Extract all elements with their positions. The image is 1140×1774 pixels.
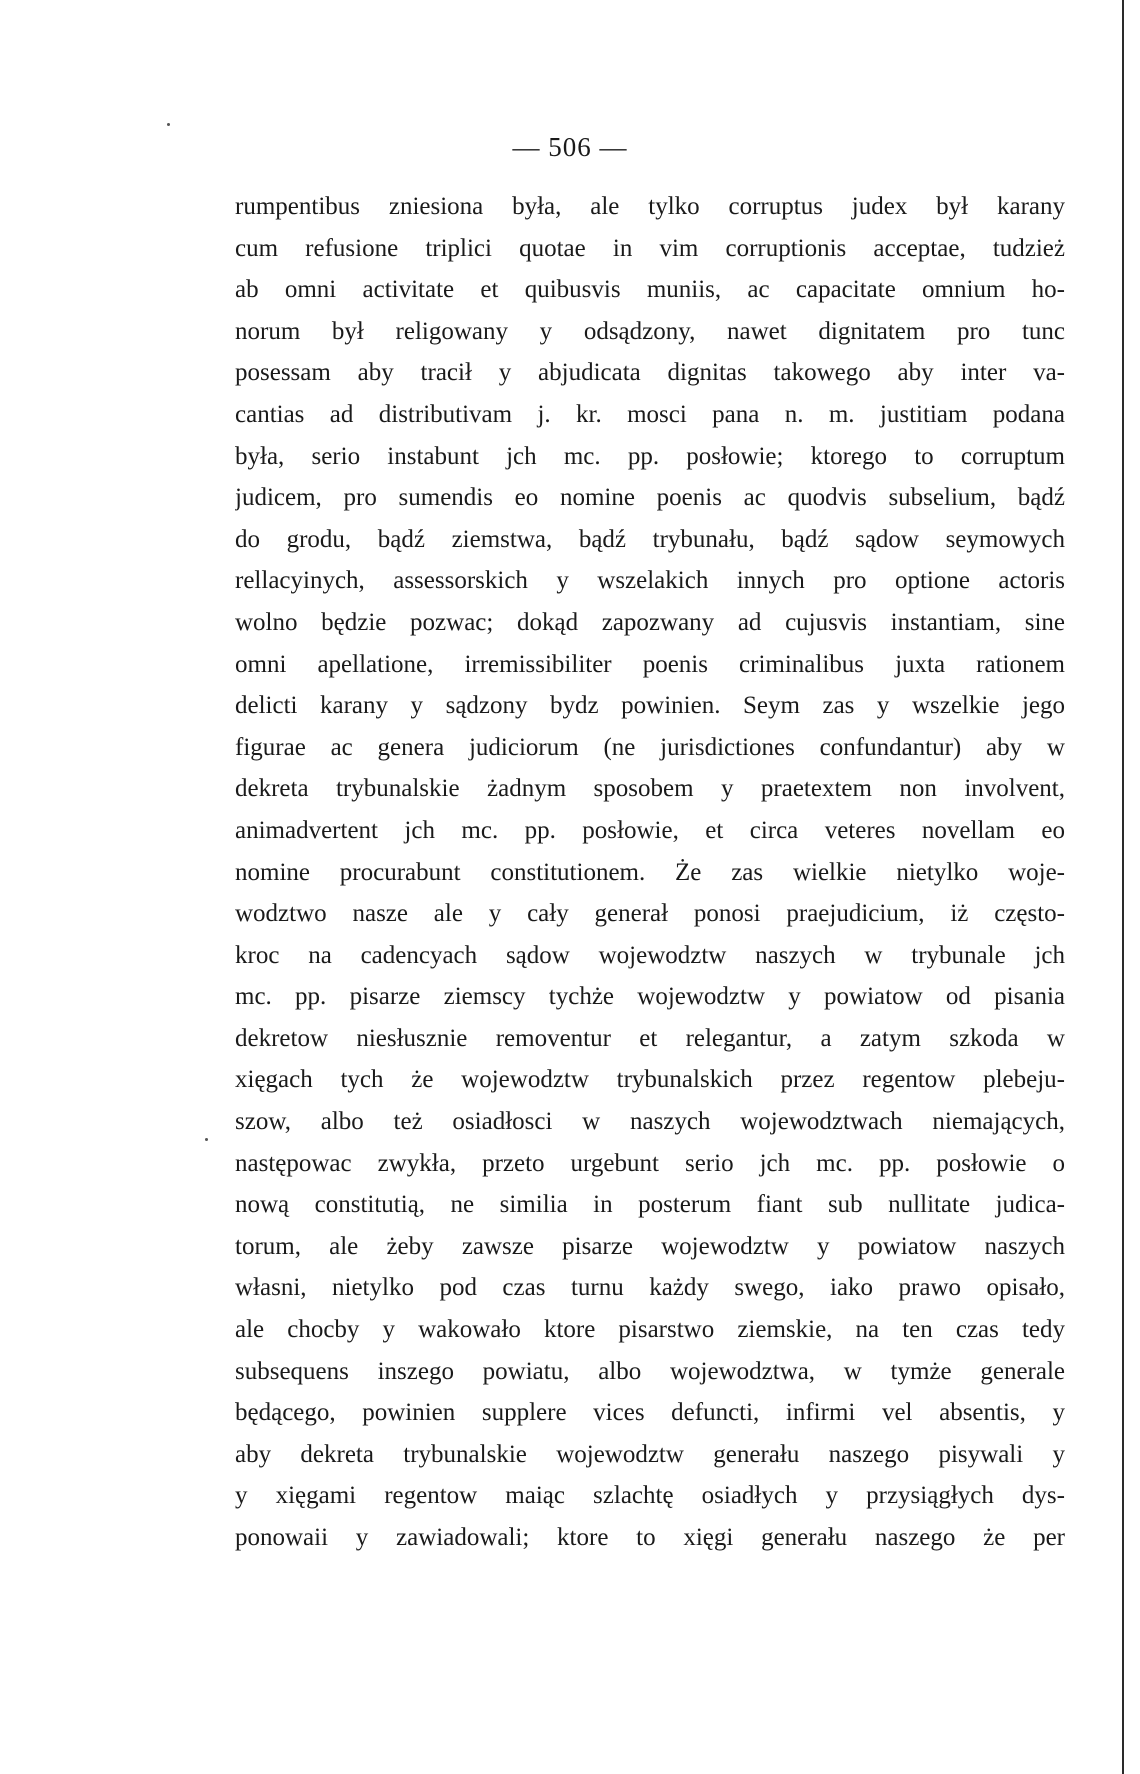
text-line: aby dekreta trybunalskie wojewodztw generału naszego pisywali y	[235, 1440, 1065, 1468]
page-number: — 506 —	[512, 132, 628, 162]
text-line: y xięgami regentow maiąc szlachtę osiadłych y przysiągłych dys-	[235, 1482, 1065, 1510]
text-line: następowac zwykła, przeto urgebunt serio jch mc. pp. posłowie o	[235, 1149, 1065, 1177]
page-edge-line	[1122, 0, 1124, 1774]
text-line: będącego, powinien supplere vices defuncti, infirmi vel absentis, y	[235, 1399, 1065, 1427]
text-line: własni, nietylko pod czas turnu każdy swego, iako prawo opisało,	[235, 1274, 1065, 1302]
text-line: kroc na cadencyach sądow wojewodztw naszych w trybunale jch	[235, 941, 1065, 969]
text-line: wodztwo nasze ale y cały generał ponosi praejudicium, iż często-	[235, 900, 1065, 928]
text-line: szow, albo też osiadłosci w naszych wojewodztwach niemających,	[235, 1108, 1065, 1136]
text-line: xięgach tych że wojewodztw trybunalskich przez regentow plebeju-	[235, 1066, 1065, 1094]
text-line: judicem, pro sumendis eo nomine poenis ac quodvis subselium, bądź	[235, 484, 1065, 512]
text-line: cum refusione triplici quotae in vim corruptionis acceptae, tudzież	[235, 234, 1065, 262]
text-line: subsequens inszego powiatu, albo wojewodztwa, w tymże generale	[235, 1357, 1065, 1385]
text-line: ale chocby y wakowało ktore pisarstwo ziemskie, na ten czas tedy	[235, 1316, 1065, 1344]
text-line: delicti karany y sądzony bydz powinien. Seym zas y wszelkie jego	[235, 692, 1065, 720]
text-line: ponowaii y zawiadowali; ktore to xięgi generału naszego że per	[235, 1524, 1065, 1551]
scan-speck	[205, 1138, 208, 1141]
text-line: mc. pp. pisarze ziemscy tychże wojewodztw y powiatow od pisania	[235, 983, 1065, 1011]
text-line: dekretow niesłusznie removentur et relegantur, a zatym szkoda w	[235, 1024, 1065, 1052]
text-line: wolno będzie pozwac; dokąd zapozwany ad cujusvis instantiam, sine	[235, 608, 1065, 636]
text-line: norum był religowany y odsądzony, nawet dignitatem pro tunc	[235, 317, 1065, 345]
text-line: torum, ale żeby zawsze pisarze wojewodztw y powiatow naszych	[235, 1232, 1065, 1260]
text-line: omni apellatione, irremissibiliter poenis criminalibus juxta rationem	[235, 650, 1065, 678]
text-line: animadvertent jch mc. pp. posłowie, et circa veteres novellam eo	[235, 816, 1065, 844]
text-line: do grodu, bądź ziemstwa, bądź trybunału, bądź sądow seymowych	[235, 525, 1065, 553]
text-line: rellacyinych, assessorskich y wszelakich innych pro optione actoris	[235, 567, 1065, 595]
text-line: figurae ac genera judiciorum (ne jurisdictiones confundantur) aby w	[235, 733, 1065, 761]
text-line: cantias ad distributivam j. kr. mosci pana n. m. justitiam podana	[235, 400, 1065, 428]
scan-speck	[167, 123, 170, 126]
text-line: rumpentibus zniesiona była, ale tylko corruptus judex był karany	[235, 193, 1065, 220]
text-line: dekreta trybunalskie żadnym sposobem y praetextem non involvent,	[235, 775, 1065, 803]
body-text	[235, 186, 1065, 1559]
text-line: była, serio instabunt jch mc. pp. posłowie; ktorego to corruptum	[235, 442, 1065, 470]
text-line: nomine procurabunt constitutionem. Że zas wielkie nietylko woje-	[235, 858, 1065, 886]
text-line: posessam aby tracił y abjudicata dignitas takowego aby inter va-	[235, 359, 1065, 387]
text-line: ab omni activitate et quibusvis muniis, ac capacitate omnium ho-	[235, 276, 1065, 304]
text-line: nową constitutią, ne similia in posterum fiant sub nullitate judica-	[235, 1191, 1065, 1219]
